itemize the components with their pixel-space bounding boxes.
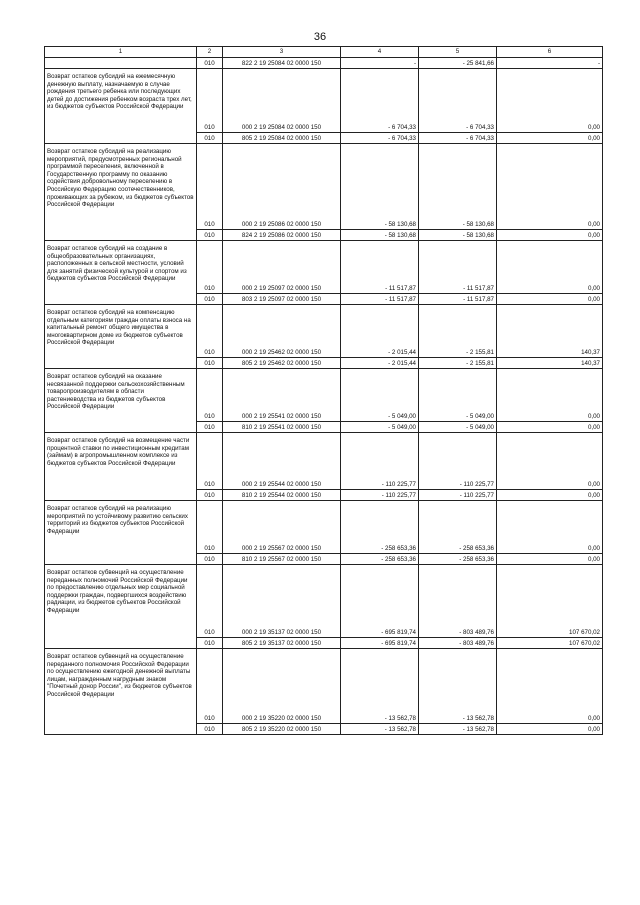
budget-code-cell: 810 2 19 25567 02 0000 150 bbox=[223, 554, 341, 565]
executed-amount-cell: - 25 841,66 bbox=[419, 58, 497, 69]
budget-code-cell: 000 2 19 25567 02 0000 150 bbox=[223, 501, 341, 554]
budget-code-cell: 000 2 19 35137 02 0000 150 bbox=[223, 565, 341, 638]
executed-amount-cell: - 803 489,76 bbox=[419, 638, 497, 649]
line-code-cell: 010 bbox=[197, 133, 223, 144]
executed-amount-cell: - 5 049,00 bbox=[419, 422, 497, 433]
budget-code-cell: 824 2 19 25086 02 0000 150 bbox=[223, 230, 341, 241]
budget-code-cell: 000 2 19 25541 02 0000 150 bbox=[223, 369, 341, 422]
line-code-cell: 010 bbox=[197, 69, 223, 133]
subsidy-name-cell: Возврат остатков субвенций на осуществление переданного полномочия Российской Федерации по осуществлению ежегодной денежной выплаты лицам, награжденным нагрудным знаком "Почетный донор России", из бюджетов субъектов Российской Федерации bbox=[45, 649, 197, 735]
page-number: 36 bbox=[313, 31, 327, 43]
line-code-cell: 010 bbox=[197, 58, 223, 69]
approved-amount-cell: - 5 049,00 bbox=[341, 369, 419, 422]
line-code-cell: 010 bbox=[197, 490, 223, 501]
budget-code-cell: 000 2 19 35220 02 0000 150 bbox=[223, 649, 341, 724]
executed-amount-cell: - 13 562,78 bbox=[419, 649, 497, 724]
budget-code-cell: 000 2 19 25084 02 0000 150 bbox=[223, 69, 341, 133]
budget-code-cell: 000 2 19 25086 02 0000 150 bbox=[223, 144, 341, 230]
line-code-cell: 010 bbox=[197, 422, 223, 433]
line-code-cell: 010 bbox=[197, 501, 223, 554]
header-cell: 5 bbox=[419, 47, 497, 58]
table-row bbox=[45, 369, 603, 422]
approved-amount-cell: - 2 015,44 bbox=[341, 305, 419, 358]
budget-code-cell: 000 2 19 25462 02 0000 150 bbox=[223, 305, 341, 358]
table-row bbox=[45, 565, 603, 638]
approved-amount-cell: - 258 653,36 bbox=[341, 501, 419, 554]
line-code-cell: 010 bbox=[197, 305, 223, 358]
remaining-amount-cell: 0,00 bbox=[497, 369, 603, 422]
approved-amount-cell: - 695 819,74 bbox=[341, 638, 419, 649]
remaining-amount-cell: 140,37 bbox=[497, 358, 603, 369]
executed-amount-cell: - 6 704,33 bbox=[419, 69, 497, 133]
line-code-cell: 010 bbox=[197, 144, 223, 230]
header-cell: 3 bbox=[223, 47, 341, 58]
line-code-cell: 010 bbox=[197, 433, 223, 490]
executed-amount-cell: - 11 517,87 bbox=[419, 294, 497, 305]
header-cell: 6 bbox=[497, 47, 603, 58]
approved-amount-cell: - 6 704,33 bbox=[341, 69, 419, 133]
approved-amount-cell: - 695 819,74 bbox=[341, 565, 419, 638]
approved-amount-cell: - 110 225,77 bbox=[341, 490, 419, 501]
table-row bbox=[45, 241, 603, 294]
table-row bbox=[45, 433, 603, 490]
line-code-cell: 010 bbox=[197, 230, 223, 241]
executed-amount-cell: - 6 704,33 bbox=[419, 133, 497, 144]
line-code-cell: 010 bbox=[197, 724, 223, 735]
budget-code-cell: 000 2 19 25544 02 0000 150 bbox=[223, 433, 341, 490]
approved-amount-cell: - 110 225,77 bbox=[341, 433, 419, 490]
approved-amount-cell: - 258 653,36 bbox=[341, 554, 419, 565]
budget-code-cell: 805 2 19 35220 02 0000 150 bbox=[223, 724, 341, 735]
line-code-cell: 010 bbox=[197, 241, 223, 294]
line-code-cell: 010 bbox=[197, 294, 223, 305]
table-row bbox=[45, 501, 603, 554]
name-cell bbox=[45, 58, 197, 69]
line-code-cell: 010 bbox=[197, 638, 223, 649]
approved-amount-cell: - 13 562,78 bbox=[341, 649, 419, 724]
line-code-cell: 010 bbox=[197, 369, 223, 422]
executed-amount-cell: - 258 653,36 bbox=[419, 501, 497, 554]
budget-code-cell: 805 2 19 25084 02 0000 150 bbox=[223, 133, 341, 144]
subsidy-name-cell: Возврат остатков субсидий на реализацию мероприятий, предусмотренных региональной программой переселения, включенной в Государственную программу по оказанию содействия добровольному переселению в Российскую Федерацию соотечественников, проживающих за рубежом, из бюджетов субъектов Российской Федерации bbox=[45, 144, 197, 241]
executed-amount-cell: - 5 049,00 bbox=[419, 369, 497, 422]
remaining-amount-cell: 0,00 bbox=[497, 133, 603, 144]
approved-amount-cell: - bbox=[341, 58, 419, 69]
approved-amount-cell: - 2 015,44 bbox=[341, 358, 419, 369]
subsidy-name-cell: Возврат остатков субсидий на ежемесячную денежную выплату, назначаемую в случае рождения третьего ребенка или последующих детей до достижения ребенком возраста трех лет, из бюджетов субъектов Российской Федерации bbox=[45, 69, 197, 144]
executed-amount-cell: - 803 489,76 bbox=[419, 565, 497, 638]
executed-amount-cell: - 2 155,81 bbox=[419, 305, 497, 358]
remaining-amount-cell: 107 670,02 bbox=[497, 565, 603, 638]
remaining-amount-cell: 0,00 bbox=[497, 490, 603, 501]
executed-amount-cell: - 110 225,77 bbox=[419, 490, 497, 501]
remaining-amount-cell: 0,00 bbox=[497, 230, 603, 241]
line-code-cell: 010 bbox=[197, 358, 223, 369]
executed-amount-cell: - 2 155,81 bbox=[419, 358, 497, 369]
line-code-cell: 010 bbox=[197, 649, 223, 724]
executed-amount-cell: - 58 130,68 bbox=[419, 144, 497, 230]
budget-code-cell: 810 2 19 25544 02 0000 150 bbox=[223, 490, 341, 501]
line-code-cell: 010 bbox=[197, 554, 223, 565]
executed-amount-cell: - 13 562,78 bbox=[419, 724, 497, 735]
remaining-amount-cell: 0,00 bbox=[497, 724, 603, 735]
budget-code-cell: 805 2 19 35137 02 0000 150 bbox=[223, 638, 341, 649]
report-table bbox=[44, 46, 603, 735]
executed-amount-cell: - 58 130,68 bbox=[419, 230, 497, 241]
table-row bbox=[45, 58, 603, 69]
executed-amount-cell: - 110 225,77 bbox=[419, 433, 497, 490]
remaining-amount-cell: 107 670,02 bbox=[497, 638, 603, 649]
subsidy-name-cell: Возврат остатков субсидий на оказание несвязанной поддержки сельскохозяйственным товаропроизводителям в области растениеводства из бюджетов субъектов Российской Федерации bbox=[45, 369, 197, 433]
executed-amount-cell: - 258 653,36 bbox=[419, 554, 497, 565]
budget-code-cell: 803 2 19 25097 02 0000 150 bbox=[223, 294, 341, 305]
remaining-amount-cell: 0,00 bbox=[497, 69, 603, 133]
subsidy-name-cell: Возврат остатков субсидий на компенсацию отдельным категориям граждан оплаты взноса на капитальный ремонт общего имущества в многоквартирном доме из бюджетов субъектов Российской Федерации bbox=[45, 305, 197, 369]
header-cell: 2 bbox=[197, 47, 223, 58]
header-cell: 1 bbox=[45, 47, 197, 58]
remaining-amount-cell: 0,00 bbox=[497, 433, 603, 490]
subsidy-name-cell: Возврат остатков субсидий на возмещение части процентной ставки по инвестиционным кредитам (займам) в агропромышленном комплексе из бюджетов субъектов Российской Федерации bbox=[45, 433, 197, 501]
budget-code-cell: 822 2 19 25084 02 0000 150 bbox=[223, 58, 341, 69]
approved-amount-cell: - 58 130,68 bbox=[341, 230, 419, 241]
remaining-amount-cell: 0,00 bbox=[497, 649, 603, 724]
remaining-amount-cell: - bbox=[497, 58, 603, 69]
remaining-amount-cell: 0,00 bbox=[497, 241, 603, 294]
approved-amount-cell: - 11 517,87 bbox=[341, 294, 419, 305]
approved-amount-cell: - 5 049,00 bbox=[341, 422, 419, 433]
remaining-amount-cell: 0,00 bbox=[497, 144, 603, 230]
executed-amount-cell: - 11 517,87 bbox=[419, 241, 497, 294]
budget-code-cell: 810 2 19 25541 02 0000 150 bbox=[223, 422, 341, 433]
budget-code-cell: 805 2 19 25462 02 0000 150 bbox=[223, 358, 341, 369]
budget-code-cell: 000 2 19 25097 02 0000 150 bbox=[223, 241, 341, 294]
approved-amount-cell: - 11 517,87 bbox=[341, 241, 419, 294]
line-code-cell: 010 bbox=[197, 565, 223, 638]
table-row bbox=[45, 649, 603, 724]
approved-amount-cell: - 58 130,68 bbox=[341, 144, 419, 230]
approved-amount-cell: - 13 562,78 bbox=[341, 724, 419, 735]
header-cell: 4 bbox=[341, 47, 419, 58]
subsidy-name-cell: Возврат остатков субвенций на осуществление переданных полномочий Российской Федерации по предоставлению отдельных мер социальной поддержки граждан, подвергшихся воздействию радиации, из бюджетов субъектов Российской Федерации bbox=[45, 565, 197, 649]
header-row bbox=[45, 47, 603, 58]
remaining-amount-cell: 0,00 bbox=[497, 501, 603, 554]
remaining-amount-cell: 0,00 bbox=[497, 554, 603, 565]
subsidy-name-cell: Возврат остатков субсидий на создание в общеобразовательных организациях, расположенных в сельской местности, условий для занятий физической культурой и спортом из бюджетов субъектов Российской Федерации bbox=[45, 241, 197, 305]
subsidy-name-cell: Возврат остатков субсидий на реализацию мероприятий по устойчивому развитию сельских территорий из бюджетов субъектов Российской Федерации bbox=[45, 501, 197, 565]
remaining-amount-cell: 140,37 bbox=[497, 305, 603, 358]
table-row bbox=[45, 69, 603, 133]
remaining-amount-cell: 0,00 bbox=[497, 294, 603, 305]
remaining-amount-cell: 0,00 bbox=[497, 422, 603, 433]
approved-amount-cell: - 6 704,33 bbox=[341, 133, 419, 144]
table-row bbox=[45, 305, 603, 358]
table-row bbox=[45, 144, 603, 230]
